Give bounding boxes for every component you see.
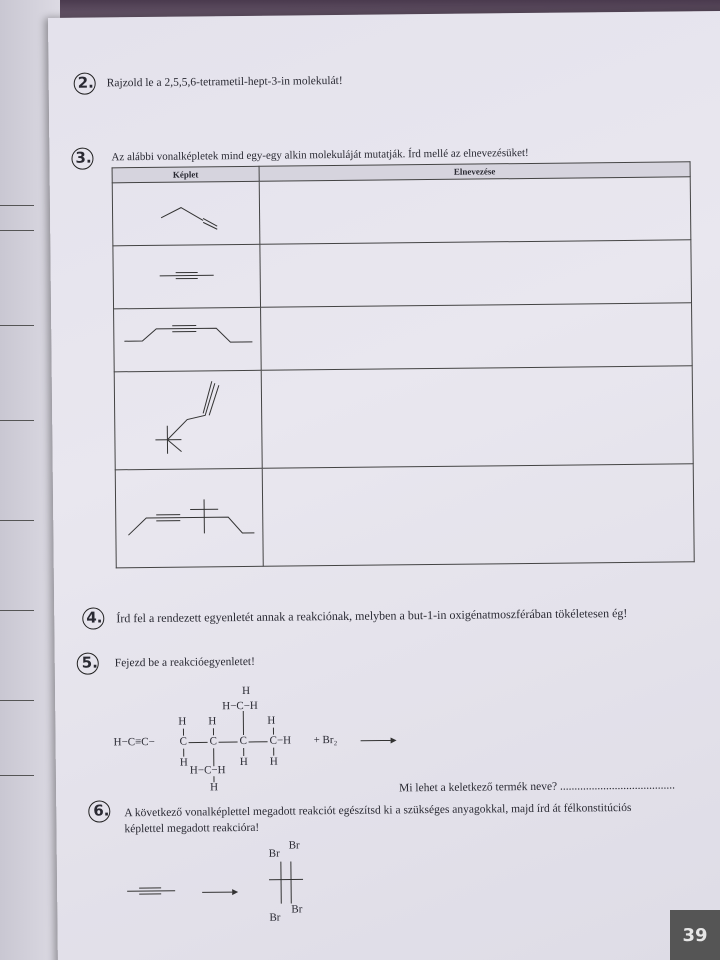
atom-label: H bbox=[267, 714, 276, 727]
exercise-4-number: 4. bbox=[86, 608, 103, 627]
exercise-5-text: Fejezd be a reakcióegyenletet! bbox=[114, 655, 255, 670]
bromine-label: Br bbox=[288, 839, 300, 852]
workbook-page bbox=[48, 11, 720, 960]
exercise-2-number: 2. bbox=[77, 73, 94, 92]
atom-label: H bbox=[178, 715, 187, 728]
atom-label: C bbox=[179, 735, 187, 748]
bromine-label: Br bbox=[269, 911, 281, 924]
atom-label: H bbox=[208, 715, 217, 728]
atom-label: C bbox=[209, 735, 217, 748]
atom-label: C bbox=[239, 734, 247, 748]
page-number: 39 bbox=[670, 910, 720, 960]
product-name-question: Mi lehet a keletkező termék neve? ........................................ bbox=[399, 779, 676, 795]
exercise-3-text: Az alábbi vonalképletek mind egy-egy alkin molekuláját mutatják. Írd mellé az elnevezésüket! bbox=[111, 146, 529, 164]
atom-label: H bbox=[269, 755, 278, 768]
reagent-br2: + Br₂ bbox=[313, 734, 338, 747]
atom-label: H bbox=[241, 684, 251, 698]
atom-label: H−C≡C− bbox=[113, 735, 155, 749]
bromine-label: Br bbox=[291, 903, 303, 916]
atom-label: H bbox=[179, 756, 188, 769]
atom-label: H bbox=[239, 755, 248, 769]
atom-label: H bbox=[210, 781, 219, 794]
atom-label: C−H bbox=[269, 734, 292, 747]
exercise-6-line2: képlettel megadott reakcióra! bbox=[124, 821, 260, 836]
exercise-2-text: Rajzold le a 2,5,5,6-tetrametil-hept-3-in molekulát! bbox=[106, 74, 343, 90]
exercise-5-number: 5. bbox=[81, 653, 98, 672]
col-header-formula: Képlet bbox=[112, 166, 259, 183]
col-header-name: Elnevezése bbox=[259, 162, 690, 182]
exercise-6-line1: A következő vonalképlettel megadott reakciót egészítsd ki a szükséges anyagokkal, majd írd át félkonstitúciós bbox=[124, 801, 632, 820]
bromine-label: Br bbox=[268, 847, 280, 860]
exercise-6-number: 6. bbox=[93, 801, 110, 820]
atom-label: H−C−H bbox=[222, 699, 258, 713]
atom-label: H−C−H bbox=[189, 764, 226, 777]
exercise-4-text: Írd fel a rendezett egyenletét annak a reakciónak, melyben a but-1-in oxigénatmoszférában tökéletesen ég! bbox=[116, 605, 628, 626]
exercise-3-number: 3. bbox=[75, 148, 92, 167]
reaction-scheme bbox=[48, 10, 720, 960]
